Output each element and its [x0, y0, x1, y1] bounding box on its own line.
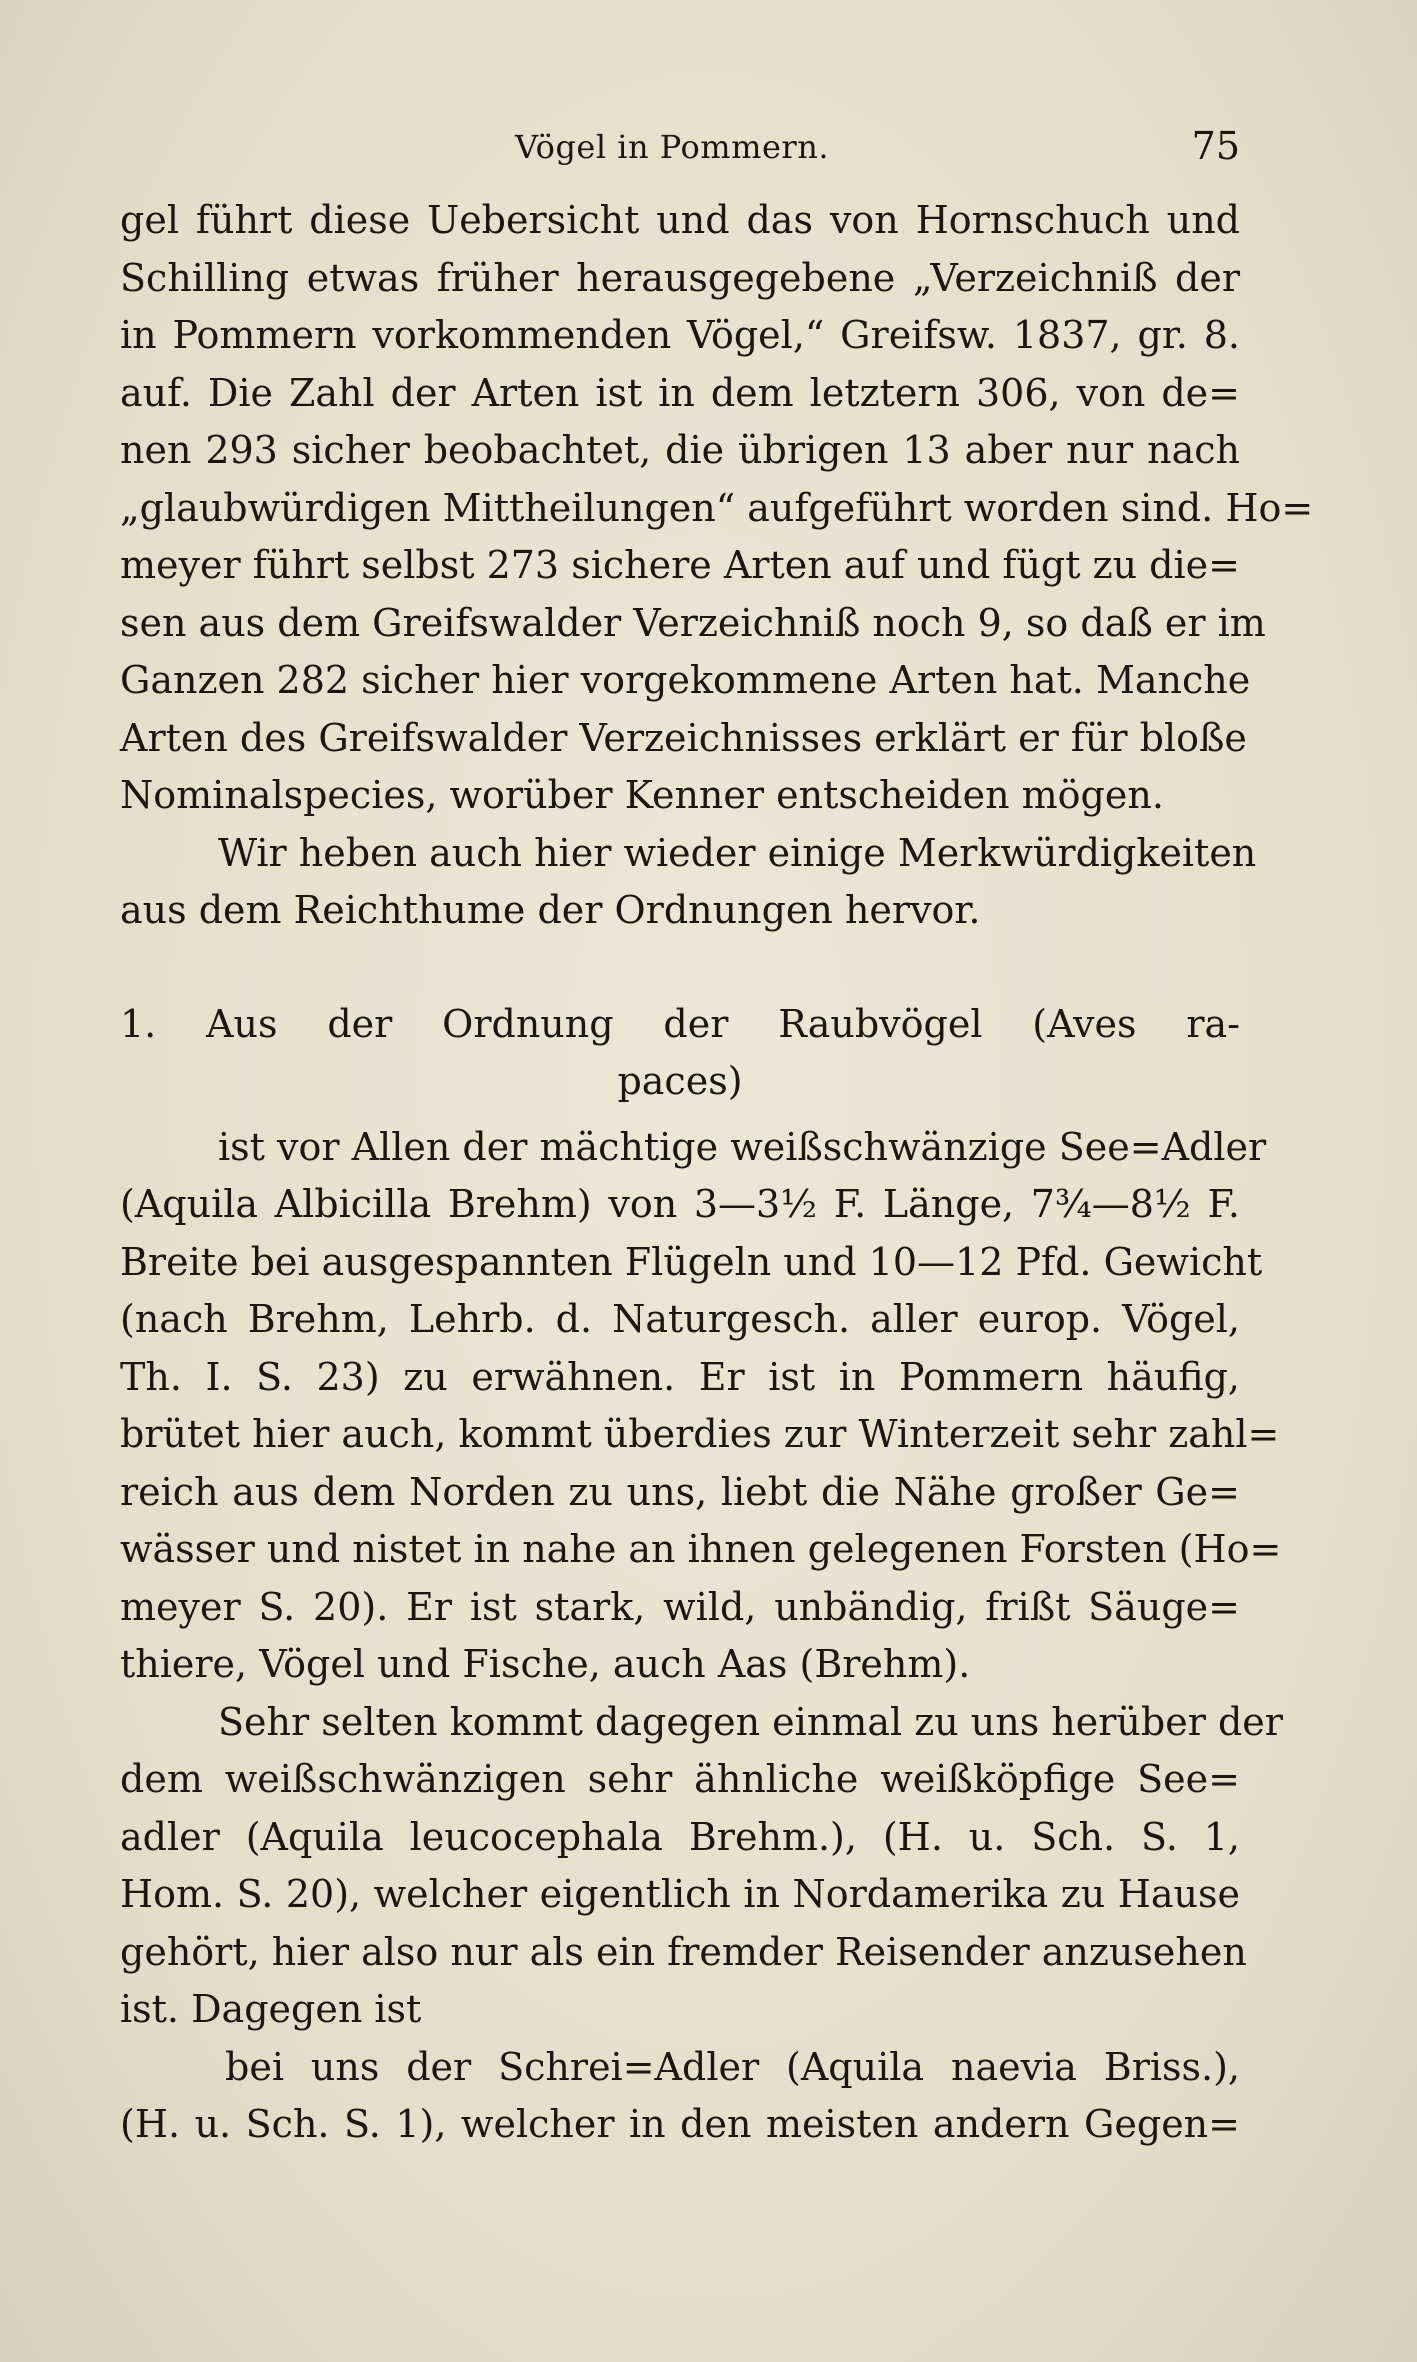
text-line: bei uns der Schrei=Adler (Aquila naevia Briss.),: [225, 2044, 1240, 2089]
text-line: Breite bei ausgespannten Flügeln und 10—12 Pfd. Gewicht: [120, 1239, 1263, 1284]
text-line: aus dem Reichthume der Ordnungen hervor.: [120, 888, 981, 932]
section-heading: [120, 996, 1240, 1111]
text-line: ist. Dagegen ist: [120, 1987, 422, 2031]
text-line: ist vor Allen der mächtige weißschwänzige See=Adler: [218, 1124, 1267, 1169]
text-line: reich aus dem Norden zu uns, liebt die Nähe großer Ge=: [120, 1469, 1240, 1514]
text-line: Hom. S. 20), welcher eigentlich in Nordamerika zu Hause: [120, 1872, 1240, 1916]
text-line: Arten des Greifswalder Verzeichnisses erklärt er für bloße: [120, 715, 1247, 760]
text-line: meyer S. 20). Er ist stark, wild, unbändig, frißt Säuge=: [120, 1584, 1240, 1629]
text-line: brütet hier auch, kommt überdies zur Winterzeit sehr zahl=: [120, 1412, 1280, 1456]
text-line: Wir heben auch hier wieder einige Merkwürdigkeiten: [218, 830, 1257, 875]
heading-line: paces): [617, 1059, 743, 1103]
text-line: „glaubwürdigen Mittheilungen“ aufgeführt worden sind. Ho=: [120, 485, 1314, 530]
text-line: (H. u. Sch. S. 1), welcher in den meisten andern Gegen=: [120, 2102, 1240, 2146]
paragraph-3: [120, 1119, 1282, 1694]
text-line: (nach Brehm, Lehrb. d. Naturgesch. aller europ. Vögel,: [120, 1297, 1240, 1341]
running-head: Vögel in Pommern.: [515, 128, 829, 166]
text-line: gel führt diese Uebersicht und das von Hornschuch und: [120, 198, 1240, 242]
paragraph-1: [120, 192, 1314, 825]
page-header: [120, 124, 1240, 178]
text-line: sen aus dem Greifswalder Verzeichniß noch 9, so daß er im: [120, 600, 1266, 645]
paragraph-5: [120, 2039, 1240, 2154]
page-number: 75: [1191, 124, 1240, 168]
text-line: Nominalspecies, worüber Kenner entscheiden mögen.: [120, 773, 1164, 817]
text-line: nen 293 sicher beobachtet, die übrigen 13 aber nur nach: [120, 428, 1240, 472]
paragraph-4: [120, 1694, 1283, 2039]
text-line: dem weißschwänzigen sehr ähnliche weißköpfige See=: [120, 1757, 1240, 1801]
text-line: Ganzen 282 sicher hier vorgekommene Arten hat. Manche: [120, 658, 1251, 702]
text-line: meyer führt selbst 273 sichere Arten auf und fügt zu die=: [120, 543, 1240, 587]
text-line: thiere, Vögel und Fische, auch Aas (Brehm).: [120, 1642, 971, 1686]
heading-line: 1. Aus der Ordnung der Raubvögel (Aves ra-: [120, 1001, 1240, 1046]
text-line: Sehr selten kommt dagegen einmal zu uns herüber der: [218, 1699, 1283, 1744]
text-line: adler (Aquila leucocephala Brehm.), (H. u. Sch. S. 1,: [120, 1814, 1240, 1859]
text-line: auf. Die Zahl der Arten ist in dem letztern 306, von de=: [120, 370, 1240, 415]
page-body: [120, 192, 1314, 2154]
text-line: Th. I. S. 23) zu erwähnen. Er ist in Pommern häufig,: [120, 1354, 1240, 1399]
text-line: (Aquila Albicilla Brehm) von 3—3½ F. Länge, 7¾—8½ F.: [120, 1182, 1240, 1226]
text-line: wässer und nistet in nahe an ihnen gelegenen Forsten (Ho=: [120, 1527, 1282, 1571]
text-line: gehört, hier also nur als ein fremder Reisender anzusehen: [120, 1929, 1247, 1974]
paragraph-2: [120, 825, 1257, 940]
text-line: Schilling etwas früher herausgegebene „Verzeichniß der: [120, 255, 1240, 300]
text-line: in Pommern vorkommenden Vögel,“ Greifsw. 1837, gr. 8.: [120, 313, 1240, 357]
